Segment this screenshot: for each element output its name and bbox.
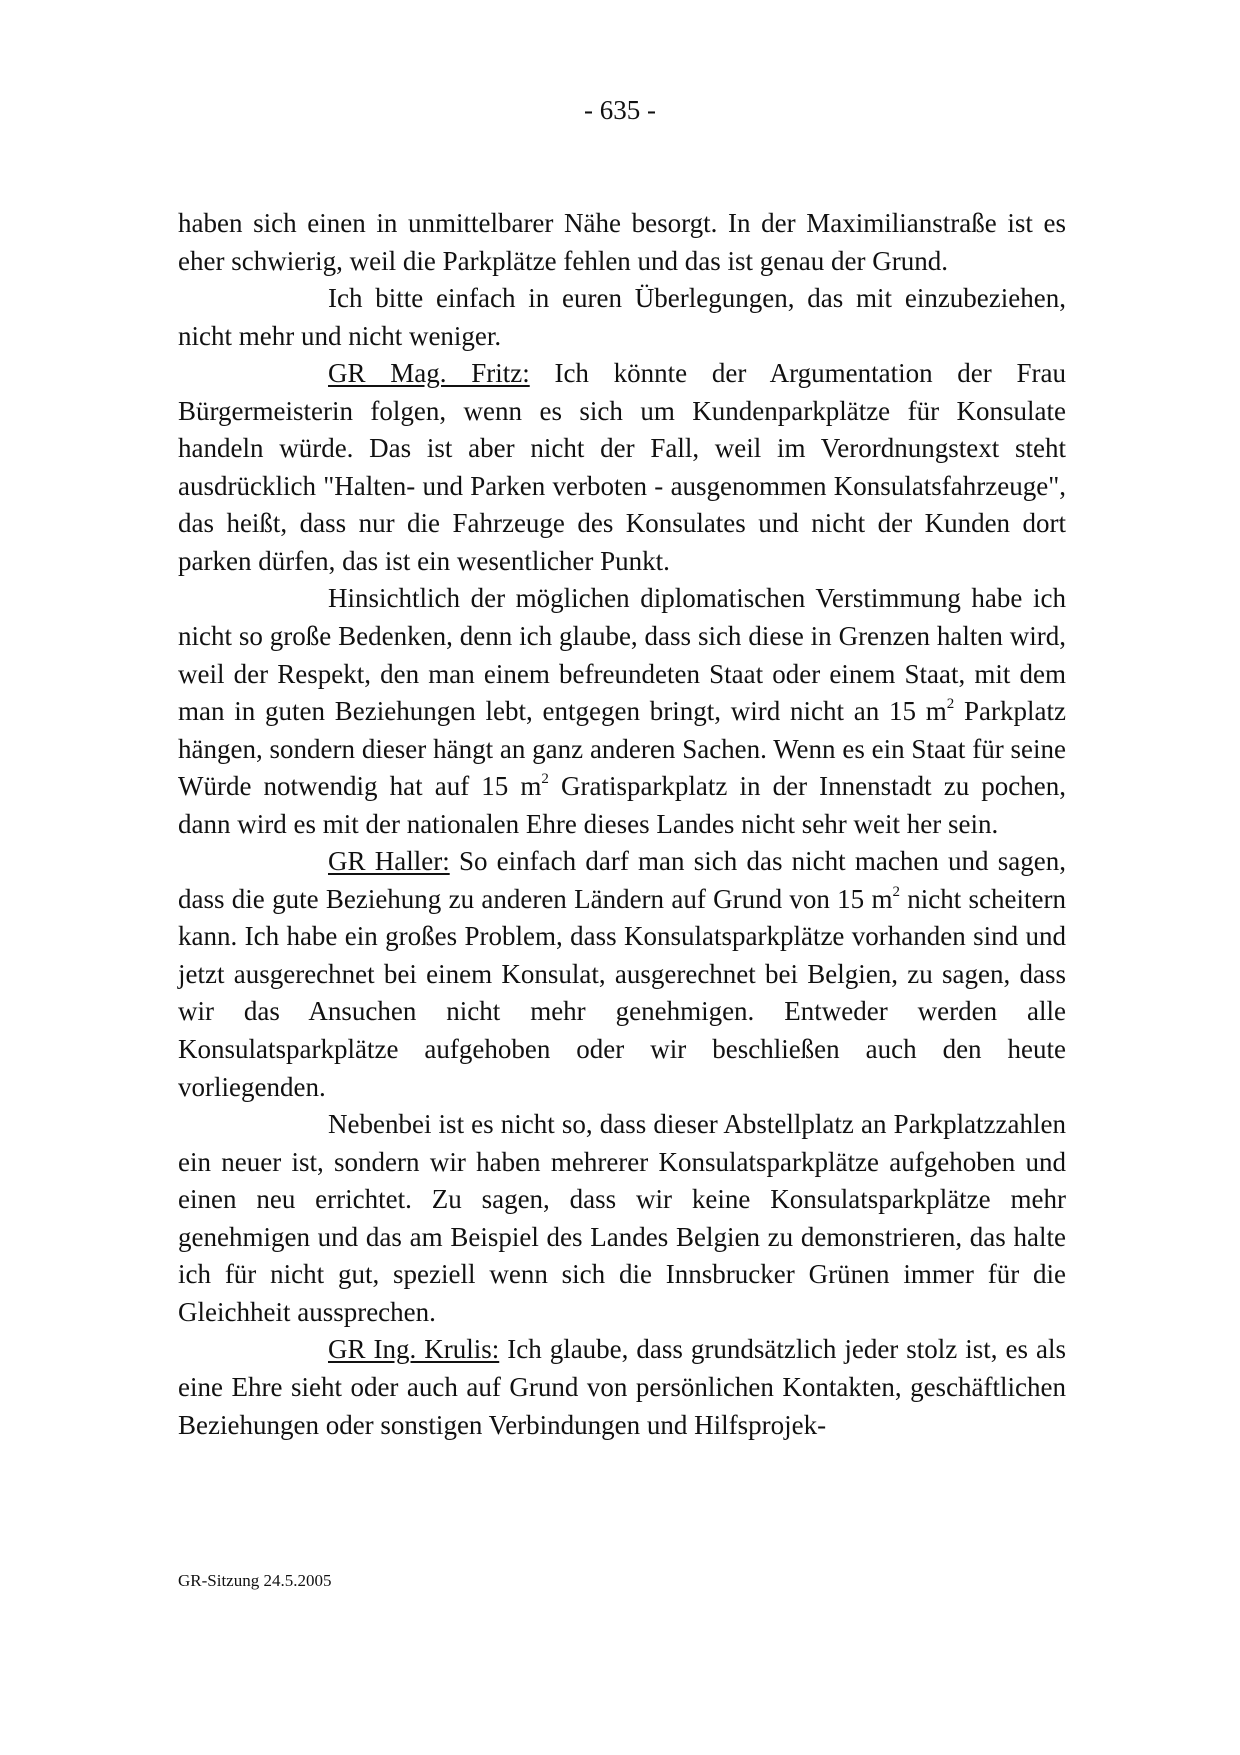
paragraph-5 xyxy=(178,843,1066,1106)
paragraph-text: Parkplatz hängen, sondern dieser hängt an ganz anderen Sachen. Wenn es ein Staat für seine Würde notwendig hat auf 15 m xyxy=(178,696,1066,802)
paragraph-text: Ich glaube, dass grundsätzlich jeder stolz ist, es als eine Ehre sieht oder auch auf Grund von persönlichen Kontakten, geschäftlichen Beziehungen oder sonstigen Verbindungen und Hilfsprojek- xyxy=(178,1334,1067,1440)
page-number: - 635 - xyxy=(584,95,656,125)
document-body xyxy=(178,205,1066,1444)
paragraph-1 xyxy=(178,205,1066,280)
paragraph-2 xyxy=(178,280,1066,355)
paragraph-text: Ich bitte einfach in euren Überlegungen, das mit einzubeziehen, nicht mehr und nicht weniger. xyxy=(178,283,1066,351)
superscript: 2 xyxy=(541,771,549,788)
paragraph-text: nicht scheitern kann. Ich habe ein großes Problem, dass Konsulatsparkplätze vorhanden sind und jetzt ausgerechnet bei einem Konsulat, ausgerechnet bei Belgien, zu sagen, dass wir das Ansuchen nicht mehr genehmigen. Entweder werden alle Konsulatsparkplätze aufgehoben oder wir beschließen auch den heute vorliegenden. xyxy=(178,883,1066,1102)
speaker-name: GR Mag. Fritz: xyxy=(328,358,530,389)
paragraph-6 xyxy=(178,1106,1066,1331)
footer-session-date: GR-Sitzung 24.5.2005 xyxy=(178,1571,332,1590)
paragraph-text: haben sich einen in unmittelbarer Nähe besorgt. In der Maximilianstraße ist es eher schwierig, weil die Parkplätze fehlen und das ist genau der Grund. xyxy=(178,208,1066,276)
superscript: 2 xyxy=(946,696,955,713)
paragraph-7 xyxy=(178,1331,1066,1444)
superscript: 2 xyxy=(892,883,900,900)
paragraph-3 xyxy=(178,355,1066,580)
paragraph-text: So einfach darf man sich das nicht machen und sagen, dass die gute Beziehung zu anderen Ländern auf Grund von 15 m xyxy=(178,846,1067,914)
paragraph-text: Gratisparkplatz in der Innenstadt zu pochen, dann wird es mit der nationalen Ehre dieses Landes nicht sehr weit her sein. xyxy=(178,771,1067,839)
paragraph-text: Nebenbei ist es nicht so, dass dieser Abstellplatz an Parkplatzzahlen ein neuer ist, sondern wir haben mehrerer Konsulatsparkplätze aufgehoben und einen neu errichtet. Zu sagen, dass wir keine Konsulatsparkplätze mehr genehmigen und das am Beispiel des Landes Belgien zu demonstrieren, das halte ich für nicht gut, speziell wenn sich die Innsbrucker Grünen immer für die Gleichheit aussprechen. xyxy=(178,1109,1066,1327)
speaker-name: GR Ing. Krulis: xyxy=(328,1334,500,1365)
paragraph-text: Hinsichtlich der möglichen diplomatischen Verstimmung habe ich nicht so große Bedenken, denn ich glaube, dass sich diese in Grenzen halten wird, weil der Respekt, den man einem befreundeten Staat oder einem Staat, mit dem man in guten Beziehungen lebt, entgegen bringt, wird nicht an 15 m xyxy=(178,583,1066,727)
speaker-name: GR Haller: xyxy=(328,846,450,877)
paragraph-4 xyxy=(178,580,1066,843)
paragraph-text: Ich könnte der Argumentation der Frau Bürgermeisterin folgen, wenn es sich um Kundenparkplätze für Konsulate handeln würde. Das ist aber nicht der Fall, weil im Verordnungstext steht ausdrücklich "Halten- und Parken verboten - ausgenommen Konsulatsfahrzeuge", das heißt, dass nur die Fahrzeuge des Konsulates und nicht der Kunden dort parken dürfen, das ist ein wesentlicher Punkt. xyxy=(178,358,1067,576)
